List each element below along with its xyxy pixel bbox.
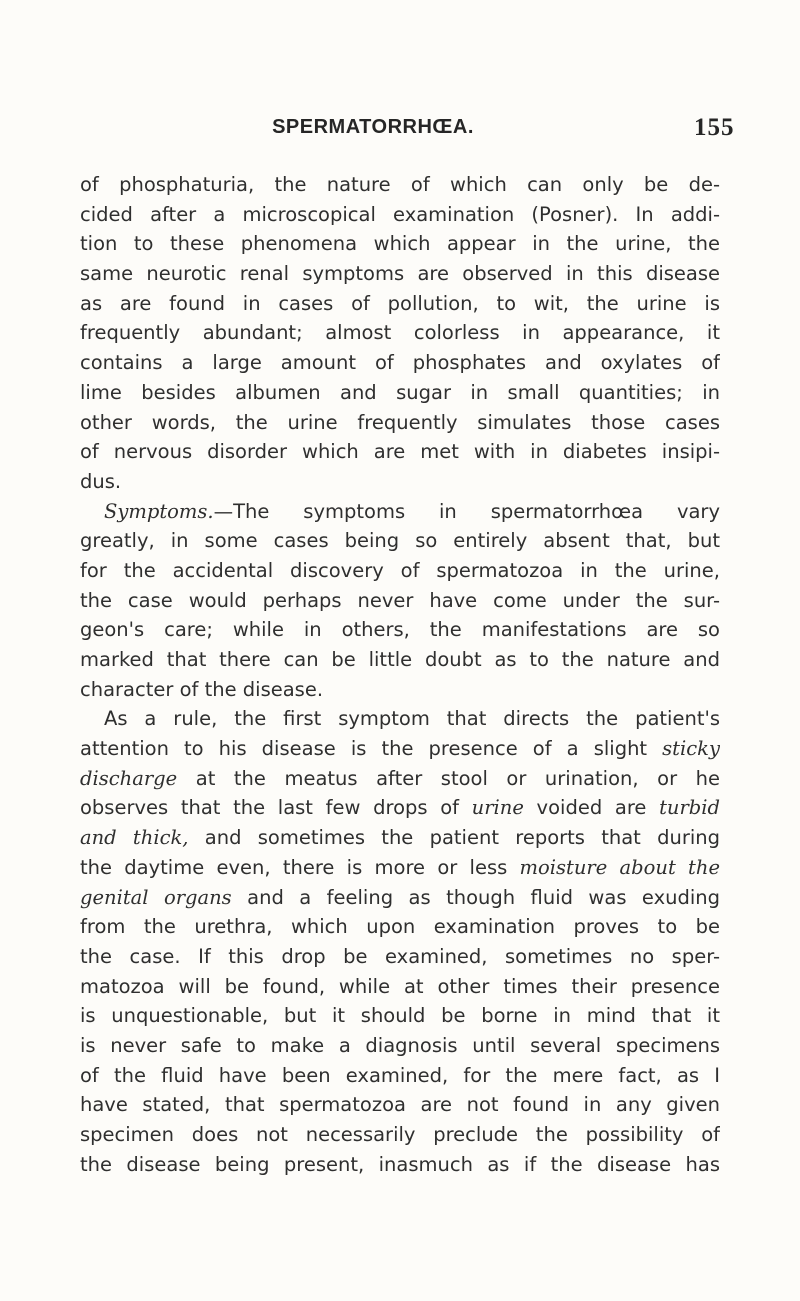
text-line: [80, 259, 720, 289]
text-line: [80, 556, 720, 586]
text-segment: the daytime even, there is more or less: [80, 855, 520, 879]
text-segment: dus.: [80, 469, 122, 493]
text-line: [80, 348, 720, 378]
text-segment: greatly, in some cases being so entirely absent that, but: [80, 529, 720, 553]
text-line: [80, 289, 720, 319]
text-segment: of phosphaturia, the nature of which can only be de-: [80, 173, 720, 196]
text-line: [80, 229, 720, 259]
italic-text: genital organs: [80, 885, 232, 909]
text-line: [80, 972, 720, 1002]
text-segment: the case. If this drop be examined, sometimes no sper-: [80, 944, 720, 968]
text-segment: geon's care; while in others, the manifestations are so: [80, 618, 720, 642]
text-line: [80, 318, 720, 348]
paragraph: [80, 497, 720, 705]
text-line: [80, 823, 720, 853]
text-segment: is unquestionable, but it should be borne in mind that it: [80, 1004, 720, 1028]
text-segment: have stated, that spermatozoa are not found in any given: [80, 1093, 720, 1117]
text-line: [80, 942, 720, 972]
text-line: [80, 200, 720, 230]
text-segment: tion to these phenomena which appear in the urine, the: [80, 232, 720, 256]
text-line: [80, 408, 720, 438]
text-segment: As a rule, the first symptom that directs the patient's: [104, 707, 720, 731]
text-line: [80, 853, 720, 883]
text-line: [80, 467, 720, 497]
italic-text: Symptoms.: [104, 499, 214, 523]
text-segment: marked that there can be little doubt as to the nature and: [80, 648, 720, 671]
text-segment: other words, the urine frequently simulates those cases: [80, 410, 720, 434]
text-line: [80, 437, 720, 467]
text-line: [80, 1090, 720, 1120]
text-line: [80, 1150, 720, 1180]
text-line: [80, 912, 720, 942]
text-segment: observes that the last few drops of: [80, 796, 472, 820]
text-line: [80, 1001, 720, 1031]
text-segment: character of the disease.: [80, 677, 324, 701]
text-line: [80, 170, 720, 200]
text-segment: cided after a microscopical examination (Posner). In addi-: [80, 202, 720, 226]
italic-text: urine: [471, 796, 524, 820]
italic-text: turbid: [659, 796, 720, 820]
text-line: [80, 526, 720, 556]
text-segment: and sometimes the patient reports that during: [188, 826, 720, 850]
text-segment: as are found in cases of pollution, to wit, the urine is: [80, 291, 720, 315]
text-line: [80, 675, 720, 705]
italic-text: sticky: [662, 737, 720, 761]
text-segment: specimen does not necessarily preclude the possibility of: [80, 1123, 720, 1146]
text-segment: contains a large amount of phosphates and oxylates of: [80, 351, 720, 375]
running-head: SPERMATORRHŒA.: [272, 116, 474, 138]
text-line: [80, 793, 720, 823]
text-line: [80, 734, 720, 764]
text-line: [80, 586, 720, 616]
text-line: [80, 704, 720, 734]
italic-text: discharge: [80, 766, 178, 790]
text-segment: is never safe to make a diagnosis until several specimens: [80, 1033, 720, 1057]
text-segment: voided are: [523, 796, 660, 820]
text-segment: from the urethra, which upon examination proves to be: [80, 915, 720, 939]
paragraph: [80, 170, 720, 497]
page-number: 155: [694, 114, 735, 141]
text-segment: of the fluid have been examined, for the mere fact, as I: [80, 1063, 720, 1087]
paragraph: [80, 704, 720, 1179]
text-segment: frequently abundant; almost colorless in appearance, it: [80, 321, 720, 345]
text-line: [80, 378, 720, 408]
text-line: [80, 1120, 720, 1150]
text-segment: same neurotic renal symptoms are observed in this disease: [80, 262, 720, 286]
text-segment: for the accidental discovery of spermatozoa in the urine,: [80, 558, 720, 582]
text-segment: the case would perhaps never have come under the sur-: [80, 588, 720, 612]
italic-text: moisture about the: [519, 855, 720, 879]
body-text: [80, 170, 720, 1179]
text-line: [80, 497, 720, 527]
text-segment: at the meatus after stool or urination, or he: [177, 766, 720, 790]
text-line: [80, 1061, 720, 1091]
text-segment: —The symptoms in spermatorrhœa vary: [213, 499, 720, 523]
page-header: [0, 102, 800, 142]
text-segment: lime besides albumen and sugar in small quantities; in: [80, 380, 720, 404]
text-segment: the disease being present, inasmuch as if the disease has: [80, 1152, 720, 1176]
text-line: [80, 615, 720, 645]
text-line: [80, 645, 720, 675]
text-segment: matozoa will be found, while at other times their presence: [80, 974, 720, 998]
text-segment: of nervous disorder which are met with in diabetes insipi-: [80, 440, 720, 464]
italic-text: and thick,: [80, 826, 189, 850]
text-line: [80, 764, 720, 794]
text-line: [80, 1031, 720, 1061]
text-segment: attention to his disease is the presence of a slight: [80, 737, 663, 761]
text-segment: and a feeling as though fluid was exuding: [231, 885, 720, 909]
text-line: [80, 883, 720, 913]
